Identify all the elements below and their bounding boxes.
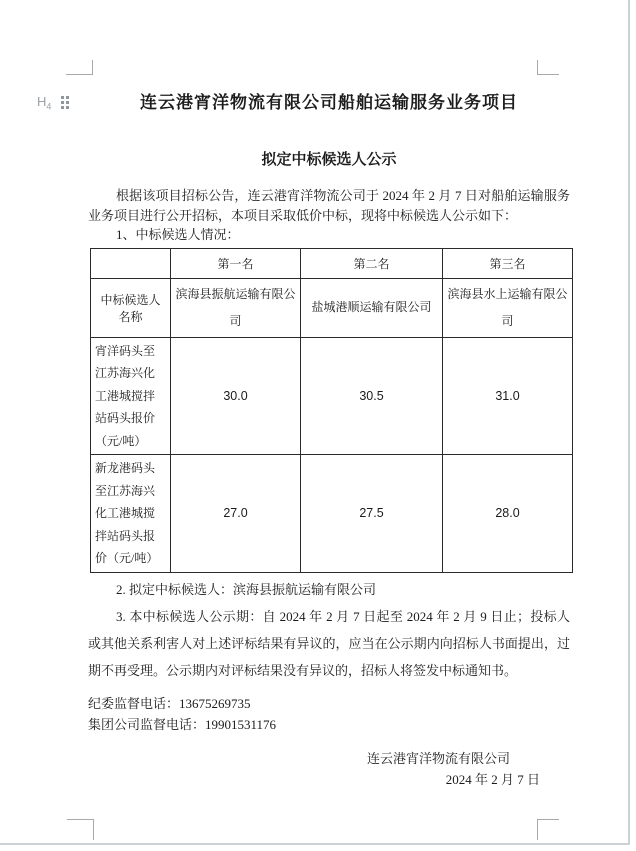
table-cell-route1-price-3: 31.0 xyxy=(443,337,573,455)
table-row-price-route-1 xyxy=(91,337,573,455)
heading-level-indicator: $H_4$ xyxy=(37,94,52,112)
publicity-period-paragraph: 3. 本中标候选人公示期：自 2024 年 2 月 7 日起至 2024 年 2 月 9 日止；投标人或其他关系利害人对上述评标结果有异议的，应当在公示期内向招标人书面提出，过期不再受理。公示期内对评标结果没有异议的，招标人将签发中标通知书。 xyxy=(88,608,570,678)
margin-crop-mark-bottom-left xyxy=(67,819,94,840)
table-row-rank-header xyxy=(91,248,573,278)
document-content xyxy=(88,0,570,790)
table-header-first-place: 第一名 xyxy=(171,248,301,278)
heading-level-number: 4 xyxy=(46,101,52,112)
document-subtitle: 拟定中标候选人公示 xyxy=(261,152,397,168)
list-item-1: 1、中标候选人情况： xyxy=(116,227,240,242)
table-cell-route2-price-2: 27.5 xyxy=(301,455,443,573)
table-cell-empty xyxy=(91,248,171,278)
bid-candidates-table xyxy=(90,248,573,573)
table-row-price-route-2 xyxy=(91,455,573,573)
signature-company: 连云港宵洋物流有限公司 xyxy=(366,750,510,766)
signature-date: 2024 年 2 月 7 日 xyxy=(445,771,540,787)
table-cell-candidate-2: 盐城港顺运输有限公司 xyxy=(301,278,443,337)
table-label-route-2: 新龙港码头至江苏海兴化工港城搅拌站码头报价（元/吨） xyxy=(91,455,171,573)
table-cell-candidate-3: 滨海县水上运输有限公司 xyxy=(443,278,573,337)
table-row-candidate-names xyxy=(91,278,573,337)
table-label-route-1: 宵洋码头至江苏海兴化工港城搅拌站码头报价（元/吨） xyxy=(91,337,171,455)
list-item-2: 2. 拟定中标候选人：滨海县振航运输有限公司 xyxy=(116,581,377,597)
intro-paragraph: 根据该项目招标公告，连云港宵洋物流公司于 2024 年 2 月 7 日对船舶运输服务业务项目进行公开招标，本项目采取低价中标，现将中标候选人公示如下： xyxy=(88,188,570,223)
group-phone-line: 集团公司监督电话：19901531176 xyxy=(88,716,277,732)
table-cell-route1-price-2: 30.5 xyxy=(301,337,443,455)
document-title: 连云港宵洋物流有限公司船舶运输服务业务项目 xyxy=(140,93,518,112)
table-cell-route2-price-3: 28.0 xyxy=(443,455,573,573)
discipline-phone-line: 纪委监督电话：13675269735 xyxy=(88,695,251,711)
table-label-candidate-name: 中标候选人名称 xyxy=(91,278,171,337)
table-header-second-place: 第二名 xyxy=(301,248,443,278)
signature-block xyxy=(88,748,570,790)
table-cell-route2-price-1: 27.0 xyxy=(171,455,301,573)
table-header-third-place: 第三名 xyxy=(443,248,573,278)
margin-crop-mark-bottom-right xyxy=(537,819,559,840)
drag-handle-icon[interactable] xyxy=(61,96,69,109)
table-cell-route1-price-1: 30.0 xyxy=(171,337,301,455)
table-cell-candidate-1: 滨海县振航运输有限公司 xyxy=(171,278,301,337)
